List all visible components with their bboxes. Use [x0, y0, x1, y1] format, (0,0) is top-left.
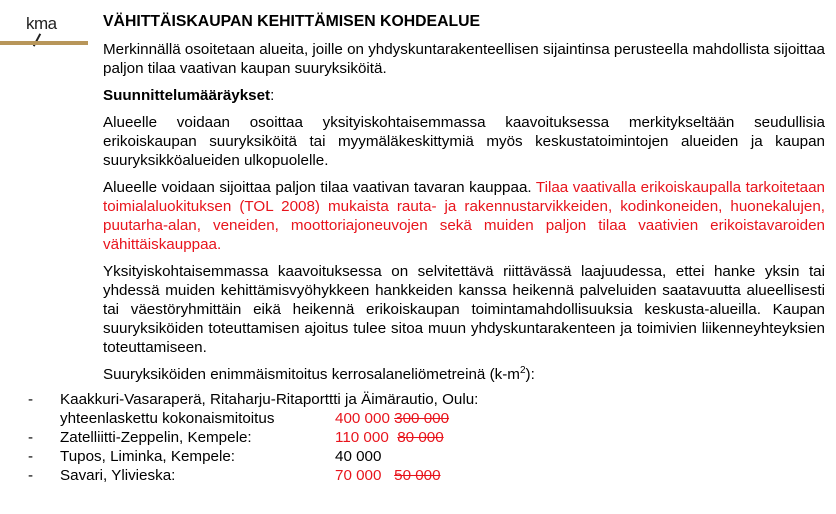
new-value: 400 000 [335, 410, 390, 427]
list-place: Kaakkuri-Vasaraperä, Ritaharju-Ritaporttti ja Äimärautio, Oulu: [60, 391, 479, 408]
regulation-paragraph-2 [103, 178, 825, 254]
list-dash: - [28, 429, 34, 446]
sizing-label: Suuryksiköiden enimmäismitoitus kerrosalaneliömetreinä (k-m [103, 366, 520, 383]
list-item [0, 390, 825, 409]
legend-code: kma [26, 14, 57, 33]
legend-symbol [0, 14, 88, 48]
sizing-heading [103, 365, 825, 384]
list-dash: - [28, 467, 34, 484]
list-place: Savari, Ylivieska: [60, 467, 176, 484]
list-dash: - [28, 448, 34, 465]
list-value: 40 000 [335, 448, 382, 465]
list-item [0, 428, 825, 447]
list-place: Zatelliitti-Zeppelin, Kempele: [60, 429, 252, 446]
sizing-list [28, 390, 825, 485]
regulations-colon: : [270, 87, 275, 104]
new-value: 70 000 [335, 467, 382, 484]
regulation-paragraph-1: Alueelle voidaan osoittaa yksityiskohtaisemmassa kaavoituksessa merkitykseltään seudullisia erikoiskaupan suuryksiköitä tai myymäläkeskittymiä myös keskustatoimintojen alueiden ja kaupan suuryksikköalueiden ulkopuolelle. [103, 114, 825, 169]
list-value [335, 466, 441, 485]
regulation-paragraph-2-amendment: Tilaa vaativalla erikoiskaupalla tarkoitetaan toimialaluokituksen (TOL 2008) mukaista rauta- ja rakennustarvikkeiden, kodinkoneiden, huonekalujen, puutarha-alan, veneiden, moottoriajoneuvojen sekä muiden paljon tilaa vaativien erikoistavaroiden vähittäiskauppaa. [103, 179, 825, 253]
list-dash: - [28, 391, 34, 408]
old-value: 50 000 [394, 467, 441, 484]
list-item [0, 466, 825, 485]
sizing-sup: 2 [519, 364, 526, 376]
list-value [335, 428, 444, 447]
list-item [0, 447, 825, 466]
page-title: VÄHITTÄISKAUPAN KEHITTÄMISEN KOHDEALUE [103, 13, 481, 30]
regulations-heading-text: Suunnittelumääräykset [103, 87, 271, 104]
intro-paragraph: Merkinnällä osoitetaan alueita, joille on yhdyskuntarakenteellisen sijaintinsa perusteella mahdollista sijoittaa paljon tilaa vaativan kaupan suuryksiköitä. [103, 41, 825, 77]
sizing-tail: ): [525, 366, 535, 383]
regulation-paragraph-3: Yksityiskohtaisemmassa kaavoituksessa on selvitettävä riittävässä laajuudessa, ettei hanke yksin tai yhdessä muiden kehittämisvyöhykkeen hankkeiden kanssa heikennä palveluiden saatavuutta alueellisesti tai väestöryhmittäin eikä heikennä erikoiskaupan toimintamahdollisuuksia keskusta-alueilla. Kaupan suuryksiköiden toteuttamisen ajoitus tulee sitoa muun yhdyskuntarakenteen ja toimivien liikenneyhteyksien toteuttamiseen. [103, 263, 825, 356]
list-value [335, 409, 449, 428]
legend-bar [0, 41, 88, 45]
new-value: 110 000 [335, 429, 389, 446]
old-value: 300 000 [394, 410, 450, 427]
old-value: 80 000 [397, 429, 444, 446]
regulations-heading [103, 86, 825, 105]
regulation-paragraph-2-text: Alueelle voidaan sijoittaa paljon tilaa vaativan tavaran kauppaa. [103, 179, 536, 196]
list-item [0, 409, 825, 428]
list-place-line2: yhteenlaskettu kokonaismitoitus [60, 410, 275, 427]
list-place: Tupos, Liminka, Kempele: [60, 448, 236, 465]
